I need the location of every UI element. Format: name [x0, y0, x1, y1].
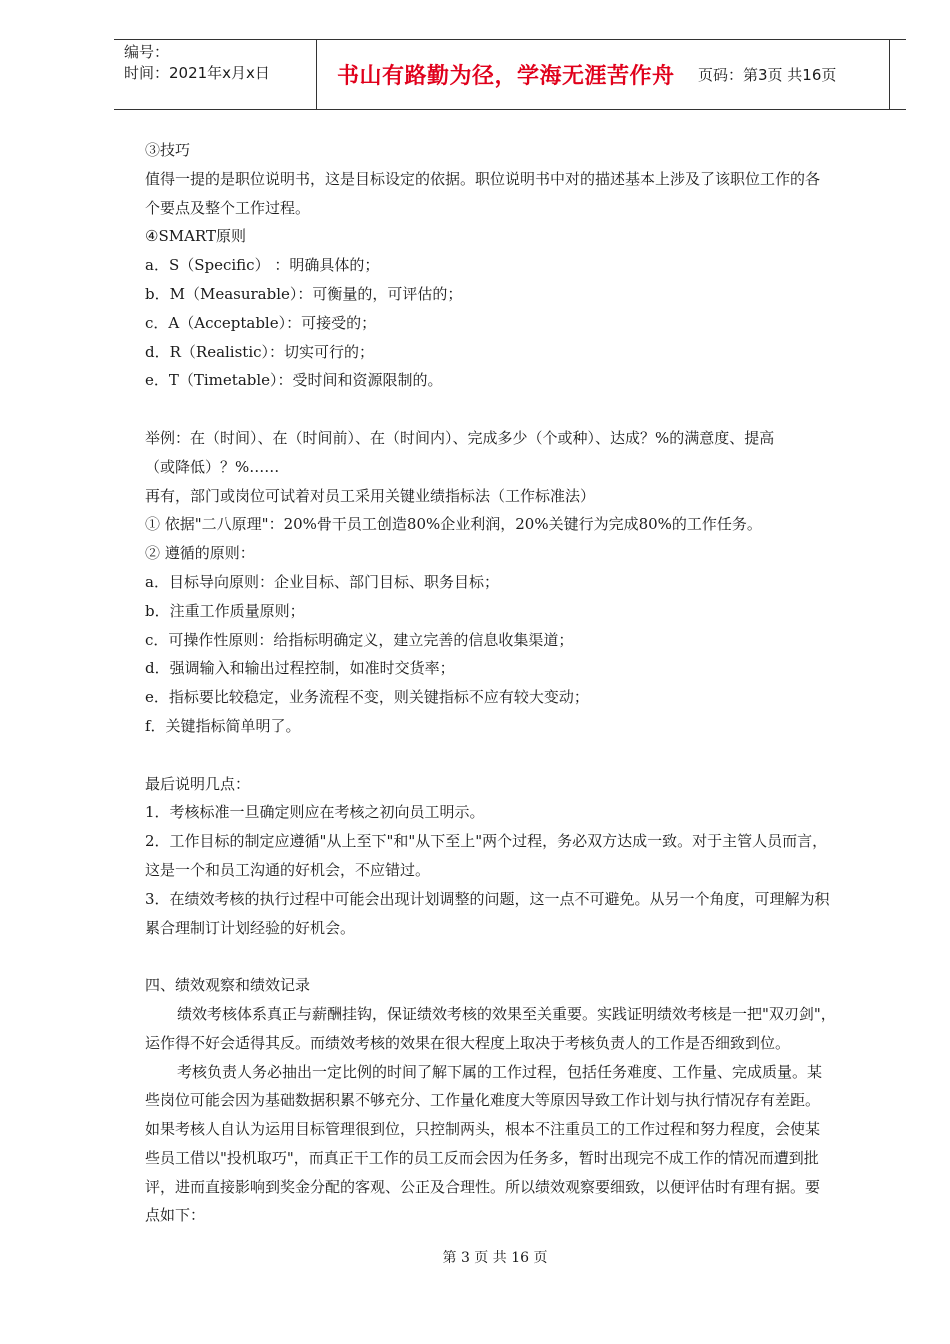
- header-info-cell: [114, 40, 316, 109]
- list-item: c．可操作性原则：给指标明确定义，建立完善的信息收集渠道；: [145, 630, 574, 649]
- paragraph-line: 再有，部门或岗位可试着对员工采用关键业绩指标法（工作标准法）: [145, 486, 596, 505]
- list-item: d．R（Realistic）：切实可行的；: [145, 342, 375, 361]
- paragraph-line: （或降低）？%……: [145, 457, 280, 476]
- paragraph-line: 举例：在（时间）、在（时间前）、在（时间内）、完成多少（个或种）、达成？%的满意度、提高: [145, 428, 775, 447]
- list-item: 3．在绩效考核的执行过程中可能会出现计划调整的问题，这一点不可避免。从另一个角度，可理解为积: [145, 889, 830, 908]
- paragraph-line: 考核负责人务必抽出一定比例的时间了解下属的工作过程，包括任务难度、工作量、完成质量。某: [177, 1062, 823, 1081]
- list-item: f．关键指标简单明了。: [145, 716, 301, 735]
- list-item: a．目标导向原则：企业目标、部门目标、职务目标；: [145, 572, 499, 591]
- paragraph-line: 个要点及整个工作过程。: [145, 198, 311, 217]
- section-heading: 四、绩效观察和绩效记录: [145, 976, 311, 995]
- document-id-label: 编号：: [124, 43, 170, 61]
- paragraph-line: 如果考核人自认为运用目标管理很到位，只控制两头，根本不注重员工的工作过程和努力程度，会使某: [145, 1120, 821, 1139]
- spacer: [145, 942, 875, 971]
- section-heading: 最后说明几点：: [145, 774, 251, 793]
- section-heading: ④SMART原则: [145, 227, 246, 246]
- list-item: ① 依据"二八原理"：20%骨干员工创造80%企业利润，20%关键行为完成80%的工作任务。: [145, 515, 762, 534]
- header-page-cell: [690, 40, 906, 109]
- list-item: d．强调输入和输出过程控制，如准时交货率；: [145, 659, 455, 678]
- list-item: c．A（Acceptable）：可接受的；: [145, 313, 377, 332]
- header-motto: 书山有路勤为径，学海无涯苦作舟: [337, 64, 675, 89]
- list-item: b．注重工作质量原则；: [145, 601, 305, 620]
- list-item: 2．工作目标的制定应遵循"从上至下"和"从下至上"两个过程，务必双方达成一致。对于主管人员而言，: [145, 832, 828, 851]
- page-header: [114, 39, 906, 110]
- list-item: ② 遵循的原则：: [145, 544, 255, 563]
- paragraph-line: 值得一提的是职位说明书，这是目标设定的依据。职位说明书中对的描述基本上涉及了该职位工作的各: [145, 169, 821, 188]
- header-page-number: 页码：第3页 共16页: [698, 66, 837, 84]
- section-heading: ③技巧: [145, 141, 191, 159]
- document-body: [145, 136, 875, 1230]
- paragraph-line: 点如下：: [145, 1206, 206, 1225]
- spacer: [145, 741, 875, 770]
- paragraph-line: 运作得不好会适得其反。而绩效考核的效果在很大程度上取决于考核负责人的工作是否细致到位。: [145, 1033, 791, 1052]
- paragraph-line: 评，进而直接影响到奖金分配的客观、公正及合理性。所以绩效观察要细致，以便评估时有理有据。要: [145, 1177, 821, 1196]
- list-item: a．S（Specific） ：明确具体的；: [145, 256, 380, 275]
- document-time-label: 时间：2021年x月x日: [124, 64, 270, 82]
- footer-page-number: 第 3 页 共 16 页: [442, 1250, 548, 1266]
- spacer: [145, 395, 875, 424]
- page-footer: [0, 1247, 950, 1267]
- list-item: b．M（Measurable）：可衡量的，可评估的；: [145, 284, 463, 303]
- list-item: 1．考核标准一旦确定则应在考核之初向员工明示。: [145, 803, 485, 822]
- paragraph-line: 些员工借以"投机取巧"，而真正干工作的员工反而会因为任务多，暂时出现完不成工作的情况而遭到批: [145, 1148, 819, 1167]
- list-item: e．T（Timetable）：受时间和资源限制的。: [145, 371, 443, 390]
- list-item: e．指标要比较稳定，业务流程不变，则关键指标不应有较大变动；: [145, 688, 589, 707]
- list-item-continuation: 累合理制订计划经验的好机会。: [145, 918, 356, 937]
- paragraph-line: 绩效考核体系真正与薪酬挂钩，保证绩效考核的效果至关重要。实践证明绩效考核是一把"双刃剑"，: [177, 1004, 836, 1023]
- paragraph-line: 些岗位可能会因为基础数据积累不够充分、工作量化难度大等原因导致工作计划与执行情况存有差距。: [145, 1091, 821, 1110]
- list-item-continuation: 这是一个和员工沟通的好机会，不应错过。: [145, 860, 431, 879]
